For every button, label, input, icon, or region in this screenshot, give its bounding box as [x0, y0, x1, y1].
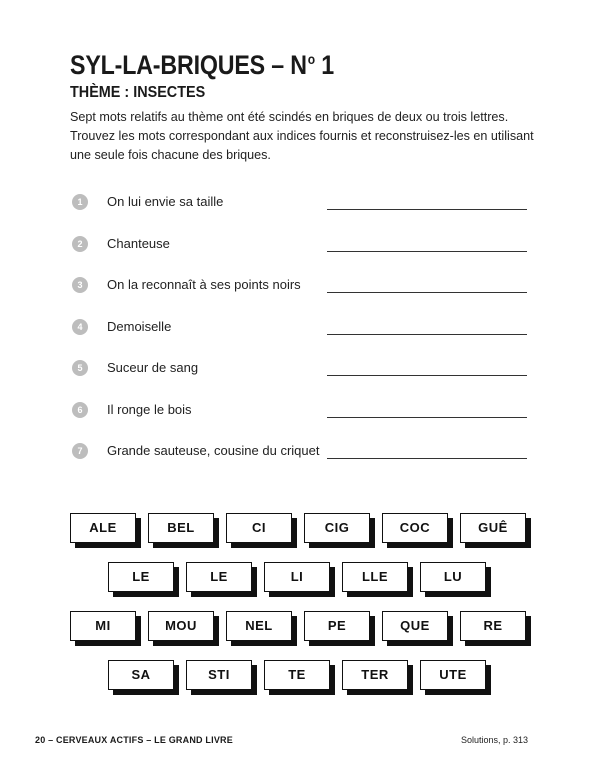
answer-blank-line[interactable]	[327, 251, 527, 252]
answer-blank-line[interactable]	[327, 292, 527, 293]
clue-number-badge: 2	[72, 236, 88, 252]
instructions-paragraph: Sept mots relatifs au thème ont été scindés en briques de deux ou trois lettres. Trouvez les mots correspondant aux indices fournis et reconstruisez-les en utilisant une seule fois chacune des briques.	[70, 110, 534, 162]
title-text: SYL-LA-BRIQUES – N	[70, 50, 307, 80]
syllable-brick: COC	[382, 513, 448, 543]
syllable-brick: LI	[264, 562, 330, 592]
footer-solutions-ref: Solutions, p. 313	[460, 735, 528, 745]
answer-blank-line[interactable]	[327, 417, 527, 418]
syllable-brick: MOU	[148, 611, 214, 641]
syllable-brick: LU	[420, 562, 486, 592]
footer-page-info: 20 – CERVEAUX ACTIFS – LE GRAND LIVRE	[35, 735, 233, 745]
syllable-brick: RE	[460, 611, 526, 641]
clue-text: Suceur de sang	[107, 360, 199, 375]
syllable-brick: QUE	[382, 611, 448, 641]
title-number-sign: o	[307, 51, 315, 67]
syllable-brick: UTE	[420, 660, 486, 690]
syllable-brick: TER	[342, 660, 408, 690]
syllable-brick: GUÊ	[460, 513, 526, 543]
clue-row	[70, 190, 530, 214]
title-number: 1	[321, 50, 334, 80]
answer-blank-line[interactable]	[327, 375, 527, 376]
syllable-brick: MI	[70, 611, 136, 641]
clue-number-badge: 4	[72, 319, 88, 335]
clue-row	[70, 398, 530, 422]
clue-row	[70, 232, 530, 256]
theme-subtitle: THÈME : INSECTES	[70, 84, 206, 101]
clue-number-badge: 1	[72, 194, 88, 210]
syllable-brick: NEL	[226, 611, 292, 641]
answer-blank-line[interactable]	[327, 209, 527, 210]
syllable-brick: TE	[264, 660, 330, 690]
syllable-brick: LLE	[342, 562, 408, 592]
clue-text: Il ronge le bois	[107, 401, 192, 417]
clue-text: Demoiselle	[107, 318, 172, 334]
clue-row	[70, 273, 530, 297]
clue-row	[70, 315, 530, 339]
clue-text: Grande sauteuse, cousine du criquet	[107, 443, 320, 458]
syllable-brick: LE	[108, 562, 174, 592]
clue-text: On la reconnaît à ses points noirs	[107, 277, 301, 292]
clue-row	[70, 439, 530, 463]
syllable-brick: LE	[186, 562, 252, 592]
clue-number-badge: 7	[72, 443, 88, 459]
clue-text: On lui envie sa taille	[107, 194, 224, 209]
clue-number-badge: 3	[72, 277, 88, 293]
clue-text: Chanteuse	[107, 235, 170, 251]
syllable-brick: CI	[226, 513, 292, 543]
answer-blank-line[interactable]	[327, 458, 527, 459]
syllable-brick: STI	[186, 660, 252, 690]
syllable-brick: BEL	[148, 513, 214, 543]
clue-number-badge: 6	[72, 402, 88, 418]
syllable-brick: ALE	[70, 513, 136, 543]
syllable-brick: PE	[304, 611, 370, 641]
answer-blank-line[interactable]	[327, 334, 527, 335]
clue-number-badge: 5	[72, 360, 88, 376]
syllable-brick: CIG	[304, 513, 370, 543]
syllable-brick: SA	[108, 660, 174, 690]
clue-row	[70, 356, 530, 380]
page-title	[70, 50, 334, 81]
